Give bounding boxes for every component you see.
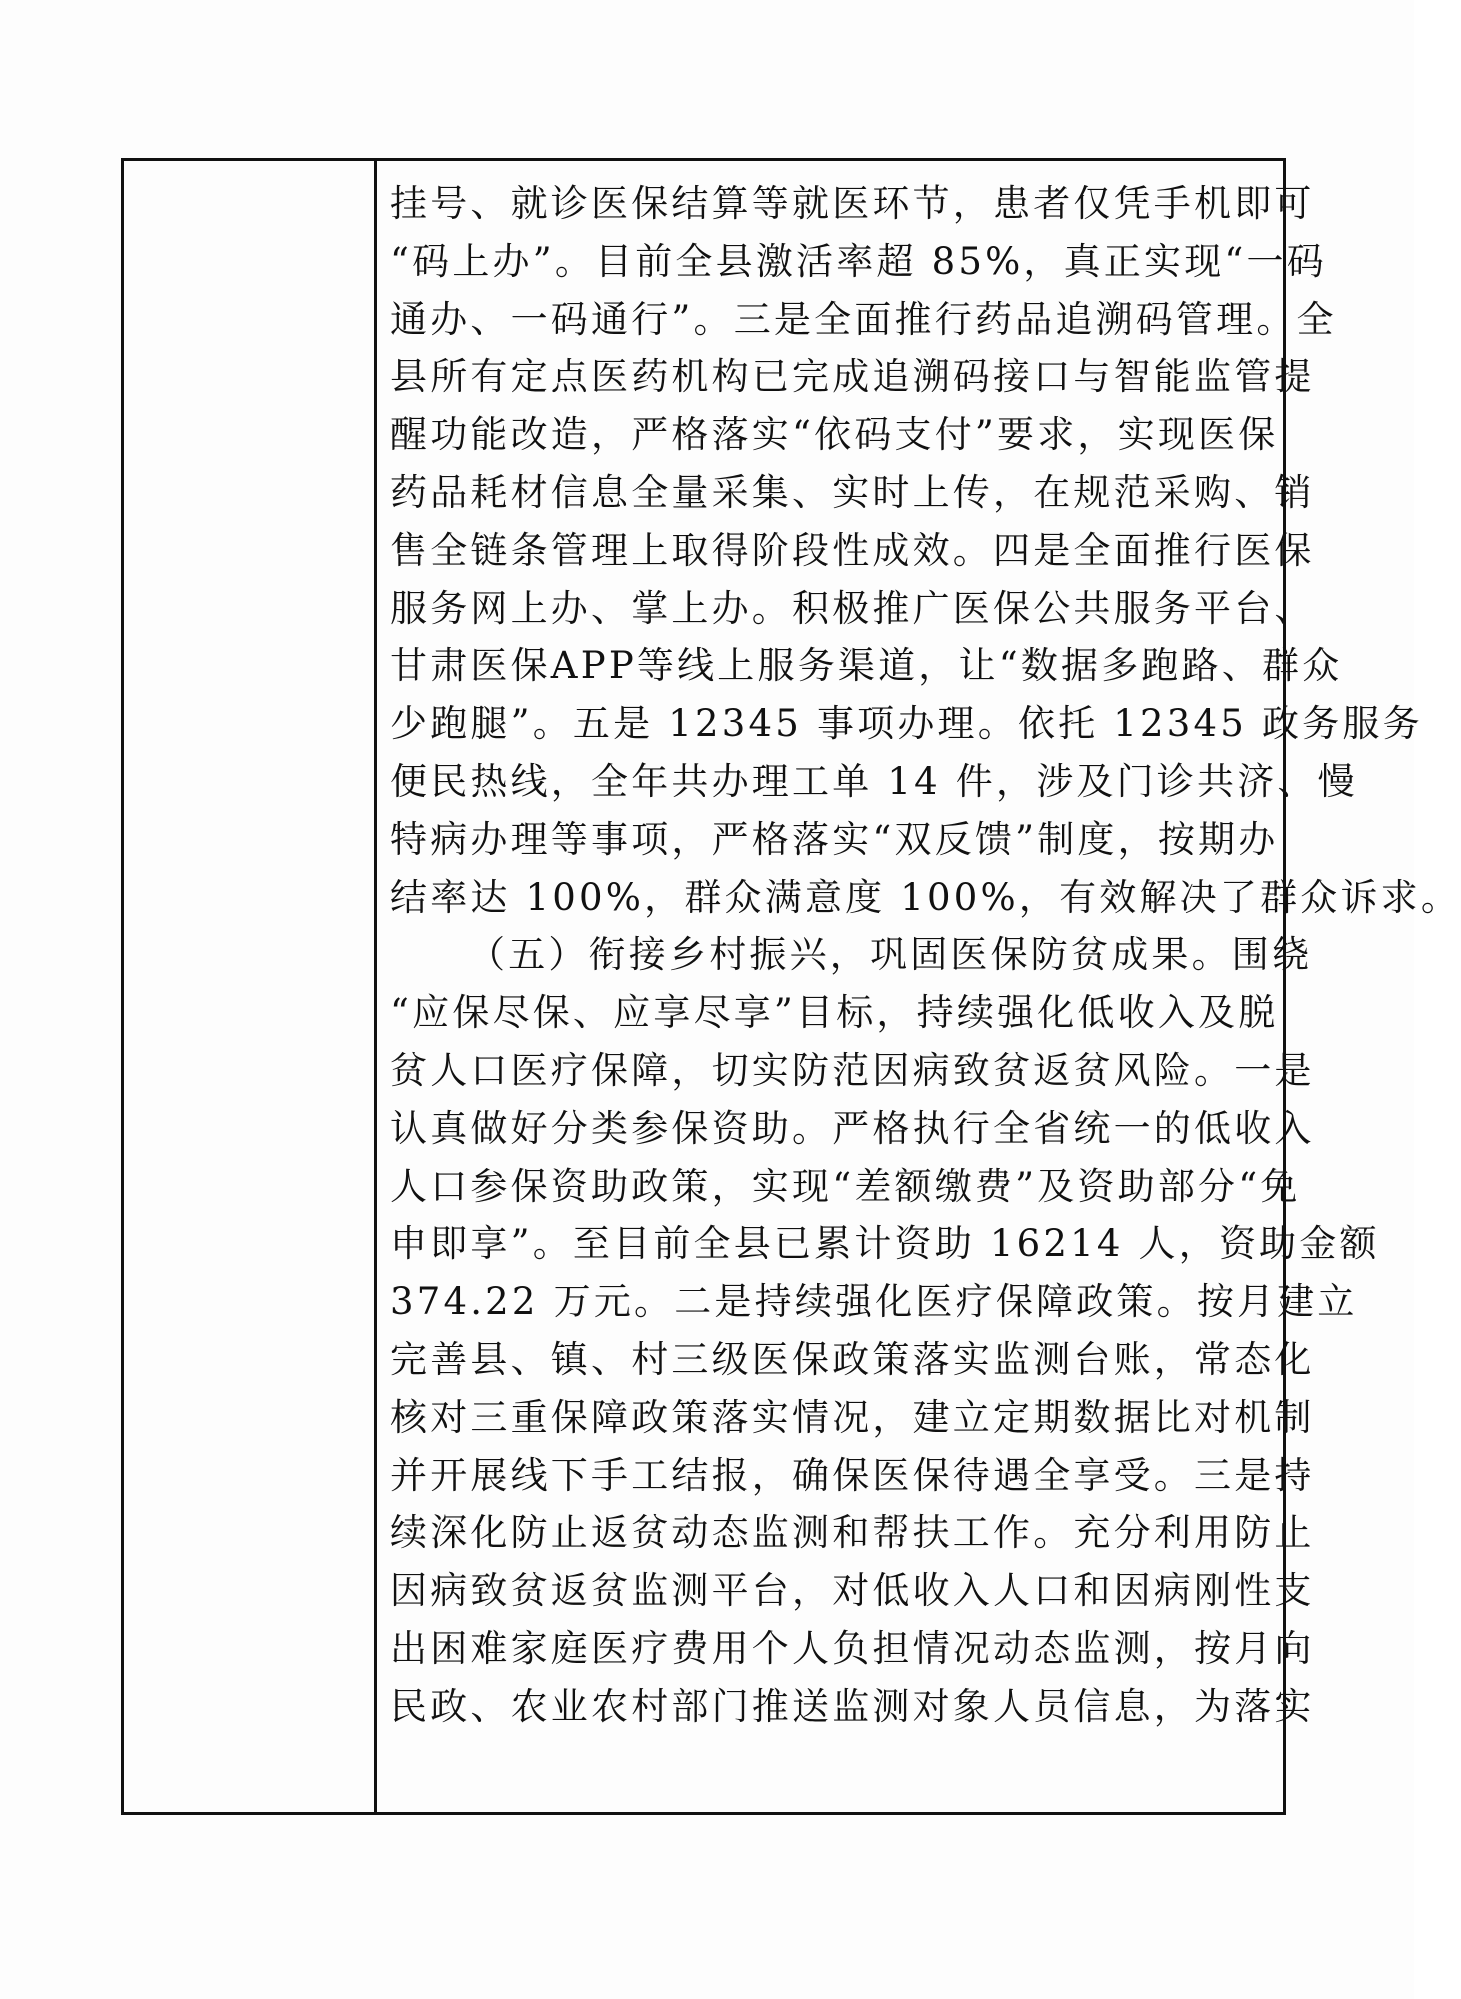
section-heading-line: （五）衔接乡村振兴，巩固医保防贫成果。围绕: [468, 933, 1313, 977]
text-line: 核对三重保障政策落实情况，建立定期数据比对机制: [390, 1395, 1315, 1439]
text-line: 认真做好分类参保资助。严格执行全省统一的低收入: [390, 1106, 1315, 1150]
text-line: 结率达 100%，群众满意度 100%，有效解决了群众诉求。: [390, 875, 1461, 919]
table-left-cell: [124, 161, 377, 1812]
text-line: “码上办”。目前全县激活率超 85%，真正实现“一码: [390, 239, 1327, 283]
text-line: 售全链条管理上取得阶段性成效。四是全面推行医保: [390, 528, 1315, 572]
text-line: 人口参保资助政策，实现“差额缴费”及资助部分“免: [390, 1164, 1301, 1208]
text-line: 续深化防止返贫动态监测和帮扶工作。充分利用防止: [390, 1511, 1315, 1555]
text-line: 特病办理等事项，严格落实“双反馈”制度，按期办: [390, 817, 1279, 861]
text-line: 贫人口医疗保障，切实防范因病致贫返贫风险。一是: [390, 1048, 1315, 1092]
text-line: 民政、农业农村部门推送监测对象人员信息，为落实: [390, 1684, 1315, 1728]
text-line: 完善县、镇、村三级医保政策落实监测台账，常态化: [390, 1337, 1315, 1381]
text-line: 申即享”。至目前全县已累计资助 16214 人，资助金额: [390, 1222, 1380, 1266]
text-line: 便民热线，全年共办理工单 14 件，涉及门诊共济、慢: [390, 759, 1358, 803]
table-content-cell: [380, 161, 1461, 1812]
text-line: 醒功能改造，严格落实“依码支付”要求，实现医保: [390, 413, 1279, 457]
text-line: 服务网上办、掌上办。积极推广医保公共服务平台、: [390, 586, 1315, 630]
text-line: 挂号、就诊医保结算等就医环节，患者仅凭手机即可: [390, 182, 1315, 225]
document-table: [121, 158, 1461, 1815]
text-line: 374.22 万元。二是持续强化医疗保障政策。按月建立: [390, 1280, 1358, 1324]
text-line: 县所有定点医药机构已完成追溯码接口与智能监管提: [390, 355, 1315, 399]
text-line: 通办、一码通行”。三是全面推行药品追溯码管理。全: [390, 297, 1337, 341]
text-line: 少跑腿”。五是 12345 事项办理。依托 12345 政务服务: [390, 702, 1423, 746]
text-line: 并开展线下手工结报，确保医保待遇全享受。三是持: [390, 1453, 1315, 1497]
text-line: 药品耗材信息全量采集、实时上传，在规范采购、销: [390, 470, 1315, 514]
text-line: “应保尽保、应享尽享”目标，持续强化低收入及脱: [390, 991, 1279, 1035]
text-line: 甘肃医保APP等线上服务渠道，让“数据多跑路、群众: [390, 644, 1343, 688]
text-line: 因病致贫返贫监测平台，对低收入人口和因病刚性支: [390, 1569, 1315, 1613]
text-line: 出困难家庭医疗费用个人负担情况动态监测，按月向: [390, 1626, 1315, 1670]
